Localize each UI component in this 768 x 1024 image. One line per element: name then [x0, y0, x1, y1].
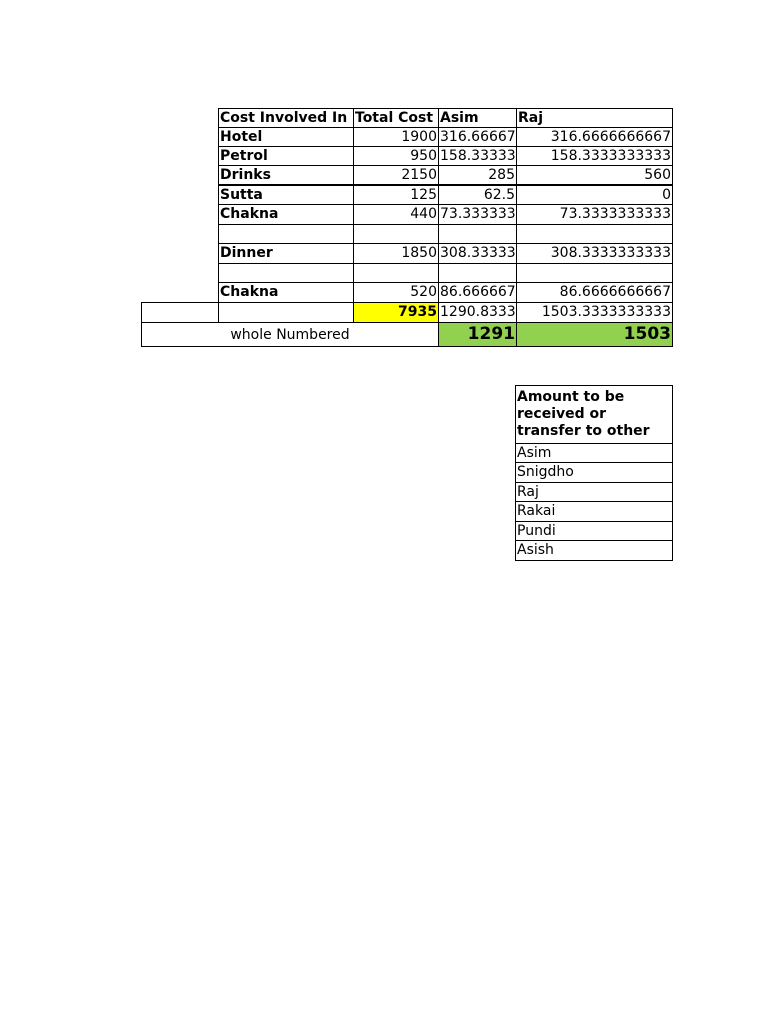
transfer-name-cell[interactable]: Raj	[515, 482, 673, 502]
row-raj-cell[interactable]	[516, 263, 673, 283]
row-total-cell[interactable]	[353, 224, 439, 244]
raj-total-cell[interactable]: 1503.3333333333	[516, 302, 673, 323]
row-total-cell[interactable]: 2150	[353, 165, 439, 185]
totals-label-cell[interactable]	[218, 302, 354, 323]
row-total-cell[interactable]	[353, 263, 439, 283]
row-asim-cell[interactable]: 73.333333	[438, 204, 517, 225]
row-asim-cell[interactable]: 308.33333	[438, 243, 517, 264]
row-raj-cell[interactable]: 158.3333333333	[516, 146, 673, 166]
row-raj-cell[interactable]: 86.6666666667	[516, 282, 673, 303]
transfer-name-cell[interactable]: Rakai	[515, 501, 673, 522]
row-item-cell[interactable]: Drinks	[218, 165, 354, 185]
row-asim-cell[interactable]: 285	[438, 165, 517, 185]
row-total-cell[interactable]: 125	[353, 185, 439, 205]
row-item-cell[interactable]: Dinner	[218, 243, 354, 264]
row-item-cell[interactable]: Petrol	[218, 146, 354, 166]
transfer-name-cell[interactable]: Pundi	[515, 521, 673, 541]
header-cost-involved[interactable]: Cost Involved In	[218, 108, 354, 128]
whole-numbered-label[interactable]: whole Numbered	[141, 322, 439, 347]
row-total-cell[interactable]: 520	[353, 282, 439, 303]
row-raj-cell[interactable]: 316.6666666667	[516, 127, 673, 147]
header-asim[interactable]: Asim	[438, 108, 517, 128]
grand-total-cell[interactable]: 7935	[353, 302, 439, 323]
transfer-name-cell[interactable]: Asish	[515, 540, 673, 561]
header-total-cost[interactable]: Total Cost	[353, 108, 439, 128]
row-raj-cell[interactable]: 0	[516, 185, 673, 205]
raj-rounded-cell[interactable]: 1503	[516, 322, 673, 347]
asim-total-cell[interactable]: 1290.8333	[438, 302, 517, 323]
totals-blank-cell[interactable]	[141, 302, 219, 323]
row-raj-cell[interactable]	[516, 224, 673, 244]
row-item-cell[interactable]	[218, 263, 354, 283]
row-item-cell[interactable]: Chakna	[218, 282, 354, 303]
row-raj-cell[interactable]: 560	[516, 165, 673, 185]
transfer-header[interactable]: Amount to be received or transfer to other	[515, 385, 673, 444]
header-raj[interactable]: Raj	[516, 108, 673, 128]
row-raj-cell[interactable]: 308.3333333333	[516, 243, 673, 264]
asim-rounded-cell[interactable]: 1291	[438, 322, 517, 347]
transfer-name-cell[interactable]: Snigdho	[515, 462, 673, 483]
row-item-cell[interactable]: Sutta	[218, 185, 354, 205]
row-raj-cell[interactable]: 73.3333333333	[516, 204, 673, 225]
row-asim-cell[interactable]: 62.5	[438, 185, 517, 205]
transfer-name-cell[interactable]: Asim	[515, 443, 673, 463]
row-asim-cell[interactable]	[438, 263, 517, 283]
row-asim-cell[interactable]: 158.33333	[440, 148, 516, 164]
row-total-cell[interactable]: 1900	[353, 127, 439, 147]
row-item-cell[interactable]: Hotel	[218, 127, 354, 147]
row-asim-cell[interactable]: 316.66667	[440, 129, 516, 145]
row-total-cell[interactable]: 950	[353, 146, 439, 166]
row-total-cell[interactable]: 1850	[353, 243, 439, 264]
row-asim-cell[interactable]	[438, 224, 517, 244]
row-item-cell[interactable]: Chakna	[218, 204, 354, 225]
row-item-cell[interactable]	[218, 224, 354, 244]
row-total-cell[interactable]: 440	[353, 204, 439, 225]
row-asim-cell[interactable]: 86.666667	[438, 282, 517, 303]
